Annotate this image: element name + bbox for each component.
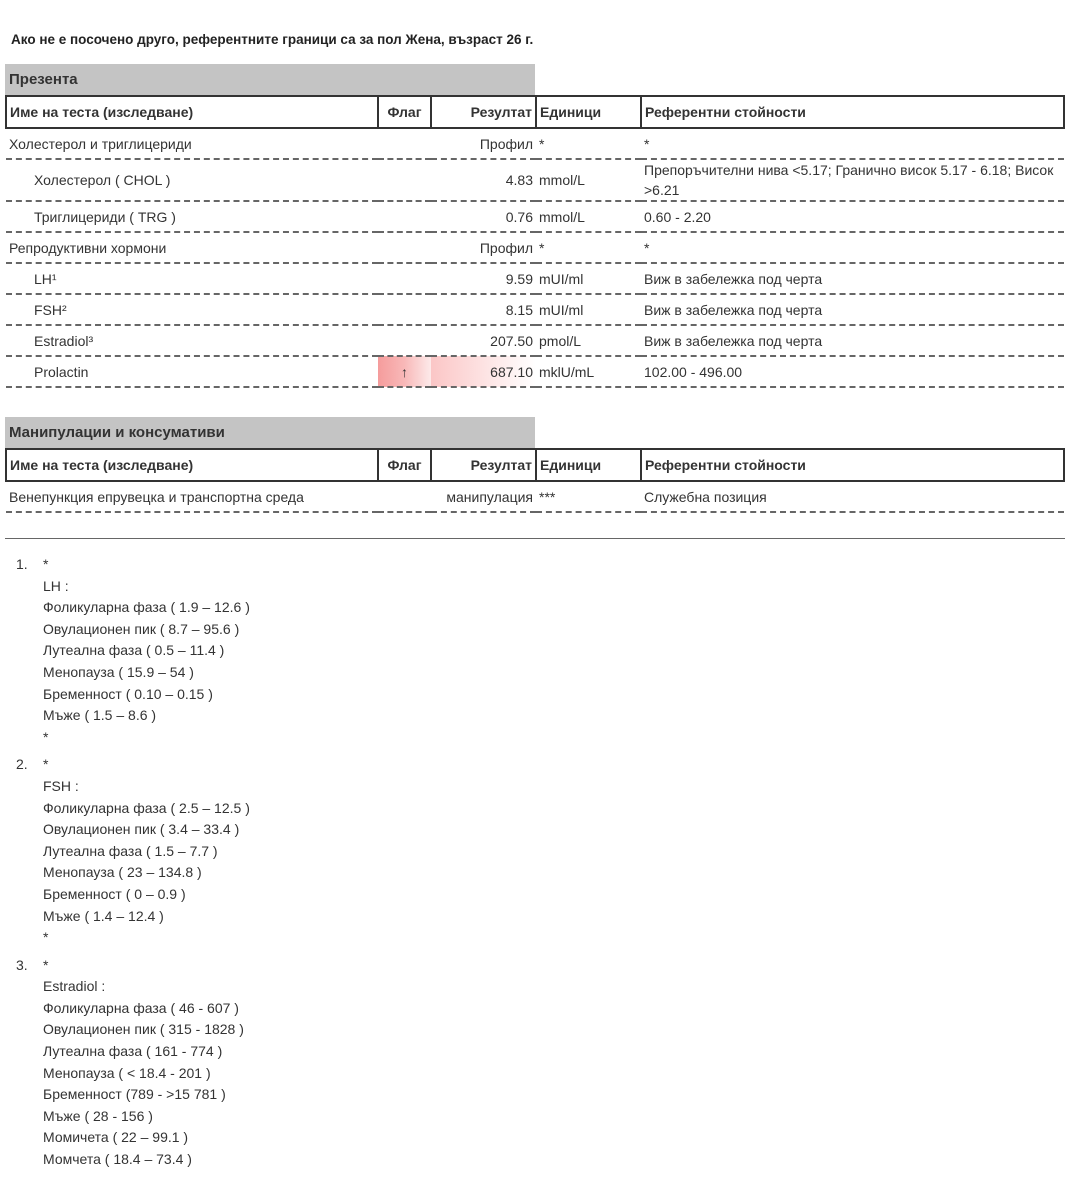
reference-range: 0.60 - 2.20 bbox=[641, 201, 1064, 232]
flag-cell bbox=[378, 159, 431, 201]
test-name: LH¹ bbox=[6, 263, 378, 294]
table-row bbox=[6, 325, 1064, 356]
col-units: Единици bbox=[536, 96, 641, 128]
note-number: 3. bbox=[16, 956, 28, 973]
table-row bbox=[6, 294, 1064, 325]
col-flag: Флаг bbox=[378, 96, 431, 128]
note-line: Фоликуларна фаза ( 1.9 – 12.6 ) bbox=[43, 599, 250, 616]
note-line: Бременност (789 - >15 781 ) bbox=[43, 1086, 226, 1103]
note-line: * bbox=[43, 728, 49, 745]
col-flag: Флаг bbox=[378, 449, 431, 481]
units: mUI/ml bbox=[536, 294, 641, 325]
table-header bbox=[6, 96, 1064, 128]
test-name: Холестерол и триглицериди bbox=[6, 128, 378, 159]
results-table bbox=[5, 448, 1065, 513]
col-name: Име на теста (изследване) bbox=[6, 96, 378, 128]
table-row bbox=[6, 128, 1064, 159]
footnote-item bbox=[16, 955, 250, 1171]
reference-range: Виж в забележка под черта bbox=[641, 325, 1064, 356]
table-header bbox=[6, 449, 1064, 481]
note-number: 2. bbox=[16, 756, 28, 773]
note-line: Лутеална фаза ( 161 - 774 ) bbox=[43, 1043, 223, 1060]
units: mUI/ml bbox=[536, 263, 641, 294]
note-line: Мъже ( 28 - 156 ) bbox=[43, 1107, 153, 1124]
units: * bbox=[536, 128, 641, 159]
note-line: Фоликуларна фаза ( 2.5 – 12.5 ) bbox=[43, 799, 250, 816]
flag-cell bbox=[378, 294, 431, 325]
units: mklU/mL bbox=[536, 356, 641, 387]
note-line: Менопауза ( < 18.4 - 201 ) bbox=[43, 1064, 211, 1081]
col-ref: Референтни стойности bbox=[641, 449, 1064, 481]
table-row bbox=[6, 232, 1064, 263]
note-line: * bbox=[43, 956, 49, 973]
flag-cell bbox=[378, 263, 431, 294]
note-line: * bbox=[43, 556, 49, 572]
flag-cell bbox=[378, 201, 431, 232]
footnote-divider bbox=[5, 538, 1065, 539]
test-name: Репродуктивни хормони bbox=[6, 232, 378, 263]
note-line: Мъже ( 1.5 – 8.6 ) bbox=[43, 707, 157, 724]
reference-range: * bbox=[641, 232, 1064, 263]
flag-cell bbox=[378, 128, 431, 159]
col-ref: Референтни стойности bbox=[641, 96, 1064, 128]
note-line: Мъже ( 1.4 – 12.4 ) bbox=[43, 907, 164, 924]
reference-intro: Ако не е посочено друго, референтните граници са за пол Жена, възраст 26 г. bbox=[11, 32, 534, 47]
col-units: Единици bbox=[536, 449, 641, 481]
col-name: Име на теста (изследване) bbox=[6, 449, 378, 481]
note-line: LH : bbox=[43, 577, 69, 594]
note-line: FSH : bbox=[43, 777, 79, 794]
footnote-item bbox=[16, 754, 250, 948]
test-name: Estradiol³ bbox=[6, 325, 378, 356]
units: mmol/L bbox=[536, 201, 641, 232]
units: *** bbox=[536, 481, 641, 512]
result-value: 9.59 bbox=[431, 263, 536, 294]
note-number: 1. bbox=[16, 556, 28, 572]
result-value: 687.10 bbox=[431, 356, 536, 387]
test-name: FSH² bbox=[6, 294, 378, 325]
footnotes-list bbox=[16, 554, 250, 1177]
reference-range: Служебна позиция bbox=[641, 481, 1064, 512]
note-line: Estradiol : bbox=[43, 978, 106, 995]
results-table bbox=[5, 95, 1065, 388]
note-line: Фоликуларна фаза ( 46 - 607 ) bbox=[43, 999, 239, 1016]
test-name: Венепункция епрувецка и транспортна среда bbox=[6, 481, 378, 512]
units: * bbox=[536, 232, 641, 263]
note-line: Момичета ( 22 – 99.1 ) bbox=[43, 1129, 189, 1146]
note-line: Бременност ( 0.10 – 0.15 ) bbox=[43, 685, 213, 702]
note-line: Овулационен пик ( 3.4 – 33.4 ) bbox=[43, 821, 240, 838]
test-name: Холестерол ( CHOL ) bbox=[6, 159, 378, 201]
result-value: Профил bbox=[431, 128, 536, 159]
note-line: Овулационен пик ( 315 - 1828 ) bbox=[43, 1021, 244, 1038]
units: mmol/L bbox=[536, 159, 641, 201]
reference-range: Препоръчителни нива <5.17; Гранично висок 5.17 - 6.18; Висок >6.21 bbox=[641, 159, 1064, 201]
table-row bbox=[6, 263, 1064, 294]
note-line: Лутеална фаза ( 0.5 – 11.4 ) bbox=[43, 642, 225, 659]
note-line: Лутеална фаза ( 1.5 – 7.7 ) bbox=[43, 842, 218, 859]
result-value: Профил bbox=[431, 232, 536, 263]
reference-range: 102.00 - 496.00 bbox=[641, 356, 1064, 387]
result-value: 8.15 bbox=[431, 294, 536, 325]
table-row bbox=[6, 481, 1064, 512]
table-row bbox=[6, 159, 1064, 201]
col-result: Резултат bbox=[431, 449, 536, 481]
result-value: 0.76 bbox=[431, 201, 536, 232]
footnote-item bbox=[16, 554, 250, 748]
note-line: * bbox=[43, 756, 49, 773]
result-value: 4.83 bbox=[431, 159, 536, 201]
test-name: Prolactin bbox=[6, 356, 378, 387]
reference-range: Виж в забележка под черта bbox=[641, 294, 1064, 325]
reference-range: Виж в забележка под черта bbox=[641, 263, 1064, 294]
reference-range: * bbox=[641, 128, 1064, 159]
units: pmol/L bbox=[536, 325, 641, 356]
note-line: Овулационен пик ( 8.7 – 95.6 ) bbox=[43, 620, 240, 637]
table-row bbox=[6, 356, 1064, 387]
note-line: Менопауза ( 15.9 – 54 ) bbox=[43, 663, 194, 680]
note-line: Менопауза ( 23 – 134.8 ) bbox=[43, 864, 202, 881]
result-value: манипулация bbox=[431, 481, 536, 512]
flag-cell: ↑ bbox=[378, 356, 431, 387]
test-name: Триглицериди ( TRG ) bbox=[6, 201, 378, 232]
table-row bbox=[6, 201, 1064, 232]
note-line: Момчета ( 18.4 – 73.4 ) bbox=[43, 1151, 192, 1168]
section-1 bbox=[5, 417, 1065, 513]
section-title: Манипулации и консумативи bbox=[5, 417, 535, 448]
section-title: Презента bbox=[5, 64, 535, 95]
col-result: Резултат bbox=[431, 96, 536, 128]
flag-cell bbox=[378, 481, 431, 512]
note-line: * bbox=[43, 929, 49, 946]
flag-cell bbox=[378, 232, 431, 263]
flag-cell bbox=[378, 325, 431, 356]
note-line: Бременност ( 0 – 0.9 ) bbox=[43, 885, 186, 902]
section-0 bbox=[5, 64, 1065, 388]
result-value: 207.50 bbox=[431, 325, 536, 356]
